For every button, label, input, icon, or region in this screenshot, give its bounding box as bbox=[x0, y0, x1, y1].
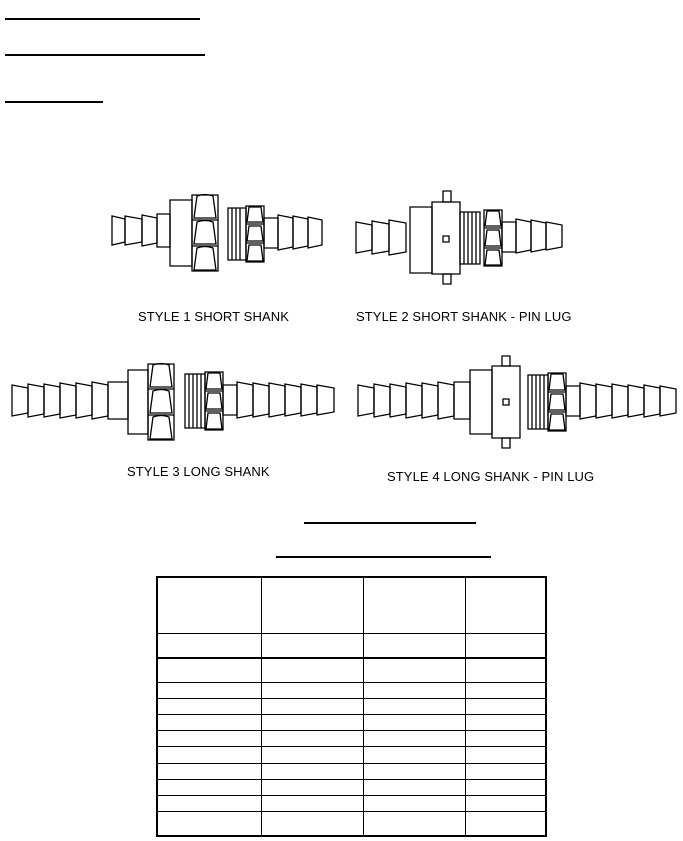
table-cell bbox=[261, 658, 363, 682]
style2-caption: STYLE 2 SHORT SHANK - PIN LUG bbox=[356, 309, 572, 324]
table-cell bbox=[465, 634, 546, 658]
table-row bbox=[157, 812, 546, 836]
table-cell bbox=[465, 682, 546, 698]
style1-coupling-icon bbox=[112, 195, 322, 272]
table-cell bbox=[363, 634, 465, 658]
table-cell bbox=[465, 812, 546, 836]
table-cell bbox=[157, 763, 261, 779]
table-cell bbox=[157, 714, 261, 730]
style1-caption: STYLE 1 SHORT SHANK bbox=[138, 309, 289, 324]
table-cell bbox=[157, 812, 261, 836]
style4-caption: STYLE 4 LONG SHANK - PIN LUG bbox=[387, 469, 595, 484]
table-cell bbox=[363, 658, 465, 682]
table-cell bbox=[465, 779, 546, 795]
table-cell bbox=[157, 634, 261, 658]
header-cell bbox=[261, 577, 363, 634]
table-cell bbox=[157, 682, 261, 698]
table-cell bbox=[261, 698, 363, 714]
table-row bbox=[157, 682, 546, 698]
table-row bbox=[157, 698, 546, 714]
table-row bbox=[157, 634, 546, 658]
table-cell bbox=[363, 763, 465, 779]
table-title-rule-2 bbox=[276, 556, 491, 558]
table-cell bbox=[465, 658, 546, 682]
table-cell bbox=[363, 795, 465, 811]
table-cell bbox=[261, 634, 363, 658]
table-row bbox=[157, 779, 546, 795]
table-cell bbox=[261, 682, 363, 698]
table-cell bbox=[261, 731, 363, 747]
table-cell bbox=[157, 731, 261, 747]
table-cell bbox=[465, 714, 546, 730]
style2-coupling-icon bbox=[356, 191, 562, 284]
table-cell bbox=[363, 747, 465, 763]
table-cell bbox=[465, 698, 546, 714]
table-header-row bbox=[157, 577, 546, 634]
spec-table bbox=[156, 576, 547, 837]
table-cell bbox=[261, 812, 363, 836]
table-cell bbox=[157, 747, 261, 763]
table-cell bbox=[157, 658, 261, 682]
table-row bbox=[157, 747, 546, 763]
table-cell bbox=[465, 747, 546, 763]
table-cell bbox=[261, 779, 363, 795]
table-cell bbox=[261, 763, 363, 779]
table-cell bbox=[261, 714, 363, 730]
table-cell bbox=[465, 763, 546, 779]
table-cell bbox=[363, 698, 465, 714]
table-cell bbox=[465, 795, 546, 811]
table-cell bbox=[363, 812, 465, 836]
table-cell bbox=[157, 698, 261, 714]
table-cell bbox=[363, 682, 465, 698]
style4-coupling-icon bbox=[358, 356, 676, 448]
table-row bbox=[157, 731, 546, 747]
table-cell bbox=[465, 731, 546, 747]
table-row bbox=[157, 714, 546, 730]
header-cell bbox=[157, 577, 261, 634]
table-cell bbox=[363, 779, 465, 795]
table-row bbox=[157, 763, 546, 779]
table-cell bbox=[261, 747, 363, 763]
style3-caption: STYLE 3 LONG SHANK bbox=[127, 464, 270, 479]
table-row bbox=[157, 795, 546, 811]
table-row bbox=[157, 658, 546, 682]
style3-coupling-icon bbox=[12, 364, 334, 441]
table-cell bbox=[363, 714, 465, 730]
table-cell bbox=[157, 795, 261, 811]
header-cell bbox=[465, 577, 546, 634]
table-cell bbox=[157, 779, 261, 795]
table-cell bbox=[261, 795, 363, 811]
header-cell bbox=[363, 577, 465, 634]
table-title-rule-1 bbox=[304, 522, 476, 524]
table-cell bbox=[363, 731, 465, 747]
